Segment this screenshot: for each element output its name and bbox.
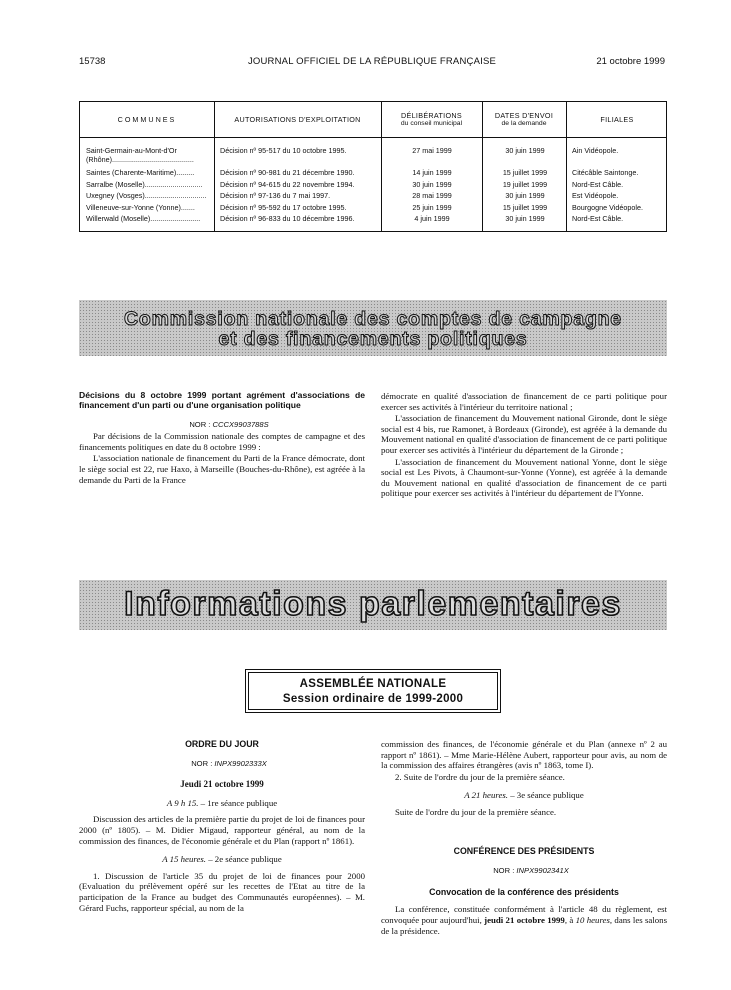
- seance-1-heading: A 9 h 15. – 1re séance publique: [166, 797, 278, 808]
- cell-deliberation: 4 juin 1999: [414, 214, 450, 223]
- cell-commune: Willerwald (Moselle).........................: [86, 214, 201, 223]
- cnccfp-right-column: [381, 391, 667, 500]
- cell-decision: Décision nº 95-517 du 10 octobre 1995.: [220, 146, 347, 155]
- banner-title: Informations parlementaires: [124, 585, 622, 623]
- cell-envoi: 30 juin 1999: [505, 214, 545, 223]
- cnccfp-left-column: [79, 391, 365, 486]
- paragraph: 1. Discussion de l'article 35 du projet de loi de finances pour 2000 (Evaluation du prélèvement opéré sur les recettes de l'Etat au titre de la participation de la France au budget des Communautés européennes). – M. Gérard Fuchs, rapporteur spécial, au nom de la: [79, 870, 365, 913]
- cell-filiale: Ain Vidéopole.: [572, 146, 619, 155]
- paragraph: commission des finances, de l'économie générale et du Plan (annexe nº 2 au rapport nº 1861). – Mme Marie-Hélène Aubert, rapporteur pour avis, au nom de la commission des affaires étrangères (avis nº 1863, tome I).: [381, 739, 667, 771]
- cell-filiale: Bourgogne Vidéopole.: [572, 202, 644, 212]
- cell-filiale: Citécâble Saintonge.: [572, 168, 639, 177]
- seance-2-heading: A 15 heures. – 2e séance publique: [162, 854, 282, 865]
- cable-operators-table: [79, 101, 667, 232]
- cell-decision: Décision nº 95-592 du 17 octobre 1995.: [220, 202, 347, 212]
- banner-line-2: et des financements politiques: [218, 328, 528, 350]
- cell-commune: Saintes (Charente-Maritime).........: [86, 168, 195, 177]
- assemblee-title: ASSEMBLÉE NATIONALE: [299, 678, 447, 690]
- nor-reference: NOR : INPX9902341X: [493, 866, 569, 876]
- ordre-du-jour-right-column: [381, 739, 667, 937]
- table-row: [80, 180, 666, 192]
- cell-deliberation: 25 juin 1999: [412, 202, 452, 212]
- informations-parlementaires-banner: [79, 580, 667, 630]
- cell-commune: Villeneuve-sur-Yonne (Yonne).......: [86, 202, 195, 212]
- cell-commune: Saint-Germain-au-Mont-d'Or (Rhône).........................................: [86, 146, 194, 164]
- ordre-du-jour-left-column: [79, 739, 365, 914]
- cell-decision: Décision nº 96-833 du 10 décembre 1996.: [220, 214, 355, 223]
- session-title: Session ordinaire de 1999-2000: [282, 693, 464, 705]
- paragraph: Discussion des articles de la première partie du projet de loi de finances pour 2000 (nº 1805). – M. Didier Migaud, rapporteur général, au nom de la commission des finances, de l'économie générale et du Plan (rapport nº 1861).: [79, 814, 365, 846]
- header-filiales: FILIALES: [600, 114, 634, 124]
- paragraph: Suite de l'ordre du jour de la première séance.: [395, 806, 557, 817]
- cell-deliberation: 28 mai 1999: [412, 191, 452, 200]
- paragraph: L'association de financement du Mouvement national Gironde, dont le siège social est 4 bis, rue Ramonet, à Bordeaux (Gironde), est agréée à la demande du Mouvement national en qualité d'association de financement de ce parti politique pour exercer ses activités à l'intérieur du département de la Gironde ;: [381, 413, 667, 455]
- table-row: [80, 203, 666, 215]
- header-deliberations: DÉLIBÉRATIONS du conseil municipal: [400, 110, 463, 128]
- cell-deliberation: 30 juin 1999: [412, 179, 452, 189]
- paragraph: démocrate en qualité d'association de financement de ce parti politique pour exercer ses activités à l'intérieur du territoire national ;: [381, 391, 667, 412]
- paragraph: L'association nationale de financement du Parti de la France démocrate, dont le siège social est 22, rue Haxo, à Marseille (Bouches-du-Rhône), est agréée à la demande du Parti de la France: [79, 453, 365, 485]
- session-day: Jeudi 21 octobre 1999: [180, 779, 264, 790]
- table-row: [80, 168, 666, 180]
- header-dates-envoi: DATES D'ENVOI de la demande: [494, 110, 554, 128]
- nor-reference: NOR : INPX9902333X: [191, 758, 267, 768]
- table-row: [80, 214, 666, 226]
- cell-decision: Décision nº 94-615 du 22 novembre 1994.: [220, 179, 355, 189]
- assemblee-nationale-box-inner: [248, 672, 498, 710]
- cell-envoi: 19 juillet 1999: [502, 179, 548, 189]
- header-autorisations: AUTORISATIONS D'EXPLOITATION: [234, 114, 361, 124]
- cell-deliberation: 14 juin 1999: [412, 168, 452, 177]
- cell-envoi: 15 juillet 1999: [502, 202, 548, 212]
- banner-line-1: Commission nationale des comptes de campagne: [124, 308, 622, 330]
- issue-date: 21 octobre 1999: [596, 56, 665, 67]
- cell-filiale: Nord-Est Câble.: [572, 179, 624, 189]
- nor-reference: NOR : CCCX9903788S: [189, 419, 269, 429]
- paragraph: La conférence, constituée conformément à l'article 48 du règlement, est convoquée pour aujourd'hui, jeudi 21 octobre 1999, à 10 heures, dans les salons de la présidence.: [381, 904, 667, 936]
- cell-commune: Sarralbe (Moselle).............................: [86, 179, 203, 189]
- paragraph: 2. Suite de l'ordre du jour de la première séance.: [395, 771, 565, 782]
- cell-filiale: Est Vidéopole.: [572, 191, 619, 200]
- cell-envoi: 30 juin 1999: [505, 191, 545, 200]
- cnccfp-banner: [79, 300, 667, 356]
- cell-envoi: 30 juin 1999: [505, 146, 545, 155]
- conference-subtitle: Convocation de la conférence des présidents: [429, 886, 619, 897]
- table-body: [80, 146, 666, 226]
- cell-envoi: 15 juillet 1999: [502, 168, 548, 177]
- cell-decision: Décision nº 97-136 du 7 mai 1997.: [220, 191, 331, 200]
- page-number: 15738: [79, 56, 106, 67]
- decision-title: Décisions du 8 octobre 1999 portant agrément d'associations de financement d'un parti ou d'une organisation politique: [79, 390, 365, 410]
- header-communes: COMMUNES: [117, 114, 177, 124]
- cell-filiale: Nord-Est Câble.: [572, 214, 624, 223]
- page-header: [79, 56, 665, 70]
- paragraph: Par décisions de la Commission nationale des comptes de campagne et des financements politiques en date du 8 octobre 1999 :: [79, 431, 365, 452]
- ordre-du-jour-title: ORDRE DU JOUR: [185, 739, 259, 749]
- seance-3-heading: A 21 heures. – 3e séance publique: [464, 790, 584, 801]
- table-row: [80, 191, 666, 203]
- cell-decision: Décision nº 90-981 du 21 décembre 1990.: [220, 168, 355, 177]
- paragraph: L'association de financement du Mouvement national Yonne, dont le siège social est Les Pivots, à Chaumont-sur-Yonne (Yonne), est agréée à la demande du Mouvement national en qualité d'association de financement de ce parti politique pour exercer ses activités à l'intérieur du département de l'Yonne.: [381, 456, 667, 499]
- journal-title: JOURNAL OFFICIEL DE LA RÉPUBLIQUE FRANÇAISE: [247, 56, 497, 67]
- cell-commune: Uxegney (Vosges)...............................: [86, 191, 207, 200]
- conference-title: CONFÉRENCE DES PRÉSIDENTS: [453, 845, 595, 856]
- table-row: [80, 146, 666, 168]
- cell-deliberation: 27 mai 1999: [412, 146, 452, 155]
- assemblee-nationale-box: [245, 669, 501, 713]
